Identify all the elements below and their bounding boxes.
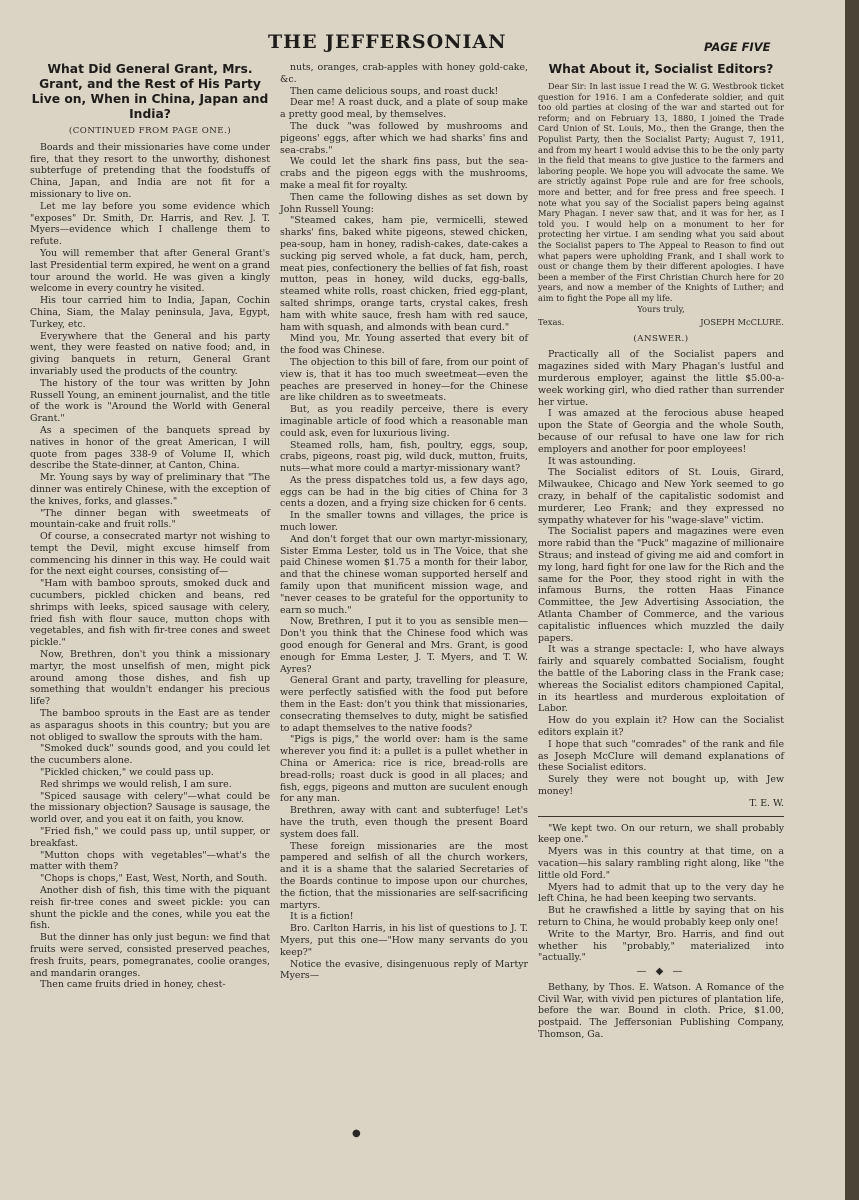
page-label: PAGE FIVE [704,40,771,54]
paragraph: Mr. Young says by way of preliminary that "The dinner was entirely Chinese, with the exception of the knives, forks, and glasses." [30,472,270,507]
paragraph: Then came delicious soups, and roast duck! [290,85,499,97]
paragraph: As the press dispatches told us, a few days ago, eggs can be had in the big cities of China for 3 cents a dozen, and a frying size chicken for 6 cents. [280,474,528,510]
paragraph: "Steamed cakes, ham pie, vermicelli, stewed sharks' fins, baked white pigeons, stewed chicken, pea-soup, ham in honey, radish-cakes, date-cakes a sucking pig served whole, a fat duck, ham, perch, meat pies, confectionery the bellies of fat fish, roast mutton, peas in honey, wild ducks, egg-balls, steamed white rolls, roast chicken, fried egg-plant, salted shrimps, orange tarts, crystal cakes, fresh ham with white sauce, fresh ham with red sauce, ham with squash, and almonds with bean curd." [280,215,528,333]
paragraph: It is a fiction! [290,911,354,923]
paragraph: I was amazed at the ferocious abuse heaped upon the State of Georgia and the whole South, because of our refusal to have one law for rich employers and another for poor employees! [538,408,784,455]
column-rule [538,816,784,817]
paragraph: Of course, a consecrated martyr not wishing to tempt the Devil, might excuse himself from commencing his dinner in this way. He could wait for the next eight courses, consisting of— [30,531,270,578]
answer-label: (ANSWER.) [633,333,689,344]
column-2 [280,62,528,982]
column-3 [538,62,784,1041]
paragraph: "Pigs is pigs," the world over: ham is the same wherever you find it: a pullet is a pullet whether in China or America: rice is rice, bread-rolls are bread-rolls; roast duck is good in all places; and fish, eggs, pigeons and mutton are suculent enough for any man. [280,734,528,805]
paragraph: Myers had to admit that up to the very day he left China, he had been keeping two servants. [538,881,784,905]
paragraph: Another dish of fish, this time with the piquant reish fir-tree cones and sweet pickle: you can shunt the pickle and the cones, while you eat the fish. [30,885,270,932]
ornament-divider: — ◆ — [636,966,686,978]
paragraph: "Ham with bamboo sprouts, smoked duck and cucumbers, pickled chicken and beans, red shrimps with leeks, spiced sausage with celery, fried fish with flour sauce, mutton chops with vegetables, and fish with fir-tree cones and sweet pickle." [30,578,270,649]
paragraph: Steamed rolls, ham, fish, poultry, eggs, soup, crabs, pigeons, roast pig, wild duck, mutton, fruits, nuts—what more could a martyr-missionary want? [280,439,528,475]
paragraph: The bamboo sprouts in the East are as tender as asparagus shoots in this country; but you are not obliged to swallow the sprouts with the ham. [30,708,270,743]
paragraph: But, as you readily perceive, there is every imaginable article of food which a reasonable man could ask, even for luxurious living. [280,404,528,439]
paragraph: "Spiced sausage with celery"—what could be the missionary objection? Sausage is sausage, the world over, and you eat it on faith, you know. [30,790,270,826]
paragraph: It was a strange spectacle: I, who have always fairly and squarely combatted Socialism, fought the battle of the Laboring class in the Frank case; whereas the Socialist editors championed Capital, in its heartless and murderous exploitation of Labor. [538,644,784,715]
letter-to-editor [538,81,784,328]
bottom-ornament: ● [352,1128,361,1139]
article-headline: What Did General Grant, Mrs. Grant, and the Rest of His Party Live on, When in China, Japan and India? [31,62,269,121]
advert-text: Bethany, by Thos. E. Watson. A Romance of the Civil War, with vivid pen pictures of plantation life, before the war. Bound in cloth. Price, $1.00, postpaid. The Jeffersonian Publishing Company, Thomson, Ga. [538,981,784,1041]
socialist-headline: What About it, Socialist Editors? [548,62,774,76]
paragraph: General Grant and party, travelling for pleasure, were perfectly satisfied with the food put before them in the East: don't you think that missionaries, consecrating themselves to duty, might be satisfied to adapt themselves to the native foods? [280,675,528,734]
paragraph: Boards and their missionaries have come under fire, that they resort to the unworthy, dishonest subterfuge of pretending that the foodstuffs of China, Japan, and India are not fit for a missionary to live on. [30,141,270,200]
paragraph: "Mutton chops with vegetables"—what's the matter with them? [30,849,270,873]
answer-body [538,349,784,797]
paragraph: Write to the Martyr, Bro. Harris, and find out whether his "probably," materialized into "actually." [538,928,784,964]
paragraph: nuts, oranges, crab-apples with honey gold-cake, &c. [280,62,528,85]
paragraph: "Chops is chops," East, West, North, and South. [40,873,268,885]
paragraph: Notice the evasive, disingenuous reply of Martyr Myers— [280,958,528,982]
article-body [30,142,270,991]
paragraph: The Socialist editors of St. Louis, Girard, Milwaukee, Chicago and New York seemed to go crazy, in behalf of the capitalistic sodomist and murderer, Leo Frank; and they expressed no sympathy whatever for his "wage-slave" victim. [538,467,784,526]
paragraph: Now, Brethren, don't you think a missionary martyr, the most unselfish of men, might pick around among those dishes, and fish up something that wouldn't endanger his precious life? [30,649,270,708]
paragraph: Then came the following dishes as set down by John Russell Young: [280,191,528,215]
paragraph: Then came fruits dried in honey, chest- [40,979,226,991]
paragraph: The duck "was followed by mushrooms and pigeons' eggs, after which we had sharks' fins and sea-crabs." [280,120,528,156]
continuation-body [538,823,784,965]
paragraph: Now, Brethren, I put it to you as sensible men—Don't you think that the Chinese food which was good enough for General and Mrs. Grant, is good enough for Emma Lester, J. T. Myers, and T. W. Ayres? [280,616,528,675]
paragraph: "Pickled chicken," we could pass up. [40,767,214,779]
binding-edge [845,0,859,1200]
paragraph: But he crawfished a little by saying that on his return to China, he would probably keep only one! [538,905,784,928]
paragraph: Bro. Carlton Harris, in his list of questions to J. T. Myers, put this one—"How many servants do you keep?" [280,923,528,958]
paragraph: His tour carried him to India, Japan, Cochin China, Siam, the Malay peninsula, Java, Egypt, Turkey, etc. [30,295,270,330]
paragraph: These foreign missionaries are the most pampered and selfish of all the church workers, and it is a shame that the salaried Secretaries of the Boards continue to impose upon our churches, the fiction, that the missionaries are self-sacrificing martyrs. [280,840,528,911]
paragraph: "We kept two. On our return, we shall probably keep one." [538,822,784,846]
paragraph: "Smoked duck" sounds good, and you could let the cucumbers alone. [30,743,270,767]
paragraph: It was astounding. [548,455,636,467]
paragraph: In the smaller towns and villages, the price is much lower. [280,510,528,534]
answer-initials: T. E. W. [749,797,784,809]
paragraph: Dear me! A roast duck, and a plate of soup make a pretty good meal, by themselves. [280,97,528,121]
paragraph: But the dinner has only just begun: we find that fruits were served, consisted preserved peaches, fresh fruits, pears, pomegranates, coolie oranges, and mandarin oranges. [30,932,270,979]
paragraph: Practically all of the Socialist papers and magazines sided with Mary Phagan's lustful and murderous employer, against the little $5.00-a-week working girl, who died rather than surrender her virtue. [538,349,784,408]
paragraph: Mind you, Mr. Young asserted that every bit of the food was Chinese. [280,333,528,357]
paragraph: As a specimen of the banquets spread by natives in honor of the great American, I will quote from pages 338-9 of Volume II, which describe the State-dinner, at Canton, China. [30,424,270,472]
paragraph: Brethren, away with cant and subterfuge! Let's have the truth, even though the present Board system does fall. [280,805,528,840]
paragraph: You will remember that after General Grant's last Presidential term expired, he went on a grand tour around the world. He was given a kingly welcome in every country he visited. [30,247,270,295]
paragraph: Let me lay before you some evidence which "exposes" Dr. Smith, Dr. Harris, and Rev. J. T. Myers—evidence which I challenge them to refute. [30,200,270,248]
paragraph: The history of the tour was written by John Russell Young, an eminent journalist, and the title of the work is "Around the World with General Grant." [30,377,270,425]
paragraph: I hope that such "comrades" of the rank and file as Joseph McClure will demand explanations of these Socialist editors. [538,738,784,774]
masthead: THE JEFFERSONIAN [268,31,507,53]
paragraph: Myers was in this country at that time, on a vacation—his salary rambling right along, like "the little old Ford." [538,846,784,881]
letter-text: Dear Sir: In last issue I read the W. G. Westbrook ticket question for 1916. I am a Confederate soldier, and quit too old parties at closing of the war and started out for reform; and on February 13, 1880, I joined the Trade Card Union of St. Louis, Mo., then the Grange, then the Populist Party, then the Socialist Party; August 7, 1911, and from my heart I would advise this to be the only party in the field that means to give justice to the farmers and laboring people. We hope you will advocate the same. We are strictly against Pope rule and are for free schools, more and better, and for free press and free speech. I note what you say of the Socialist papers being against Mary Phagan. I never saw that, and it was for her, as I told you. I would help on a monument to her for protecting her virtue. I am sending what you said about the Socialist papers to The Appeal to Reason to find out what papers were upholding Frank, and I shall work to oust or change them by their different apologies. I have been a member of the First Christian Church here for 20 years, and now a member of the Knights of Luther; and aim to fight the Pope all my life. [538,81,784,303]
paragraph: The objection to this bill of fare, from our point of view is, that it has too much sweetmeat—even the peaches are preserved in honey—for the Chinese are like children as to sweetmeats. [280,356,528,404]
column-1 [30,62,270,991]
letter-closing: Yours truly, [637,304,685,315]
paragraph: Red shrimps we would relish, I am sure. [40,778,232,790]
continued-note: (CONTINUED FROM PAGE ONE.) [68,126,232,136]
paragraph: Everywhere that the General and his party went, they were feasted on native food; and, in giving banquets in return, General Grant invariably used the products of the country. [30,330,270,377]
paragraph: We could let the shark fins pass, but the sea-crabs and the pigeon eggs with the mushrooms, make a meal fit for royalty. [280,156,528,191]
paragraph: "The dinner began with sweetmeats of mountain-cake and fruit rolls." [30,507,270,531]
paragraph: Surely they were not bought up, with Jew money! [538,774,784,797]
paragraph: "Fried fish," we could pass up, until supper, or breakfast. [30,826,270,849]
article-body-continued [280,62,528,982]
paragraph: How do you explain it? How can the Socialist editors explain it? [538,715,784,738]
letter-signer: JOSEPH McCLURE. [700,317,784,328]
paragraph: The Socialist papers and magazines were even more rabid than the "Puck" magazine of millionaire Straus; and instead of giving me aid and comfort in my long, hard fight for one law for the Rich and the same for the Poor, they stood right in with the infamous Burns, the rotten Haas Finance Committee, the Jew Advertising Association, the Atlanta Chamber of Commerce, and the various capitalistic influences which muzzled the daily papers. [538,526,784,644]
paragraph: And don't forget that our own martyr-missionary, Sister Emma Lester, told us in The Voice, that she paid Chinese women $1.75 a month for their labor, and that the chinese woman supported herself and family upon that munificent mission wage, and "never ceases to be grateful for the opportunity to earn so much." [280,533,528,616]
letter-signature [538,317,784,328]
letter-state: Texas. [538,317,565,328]
